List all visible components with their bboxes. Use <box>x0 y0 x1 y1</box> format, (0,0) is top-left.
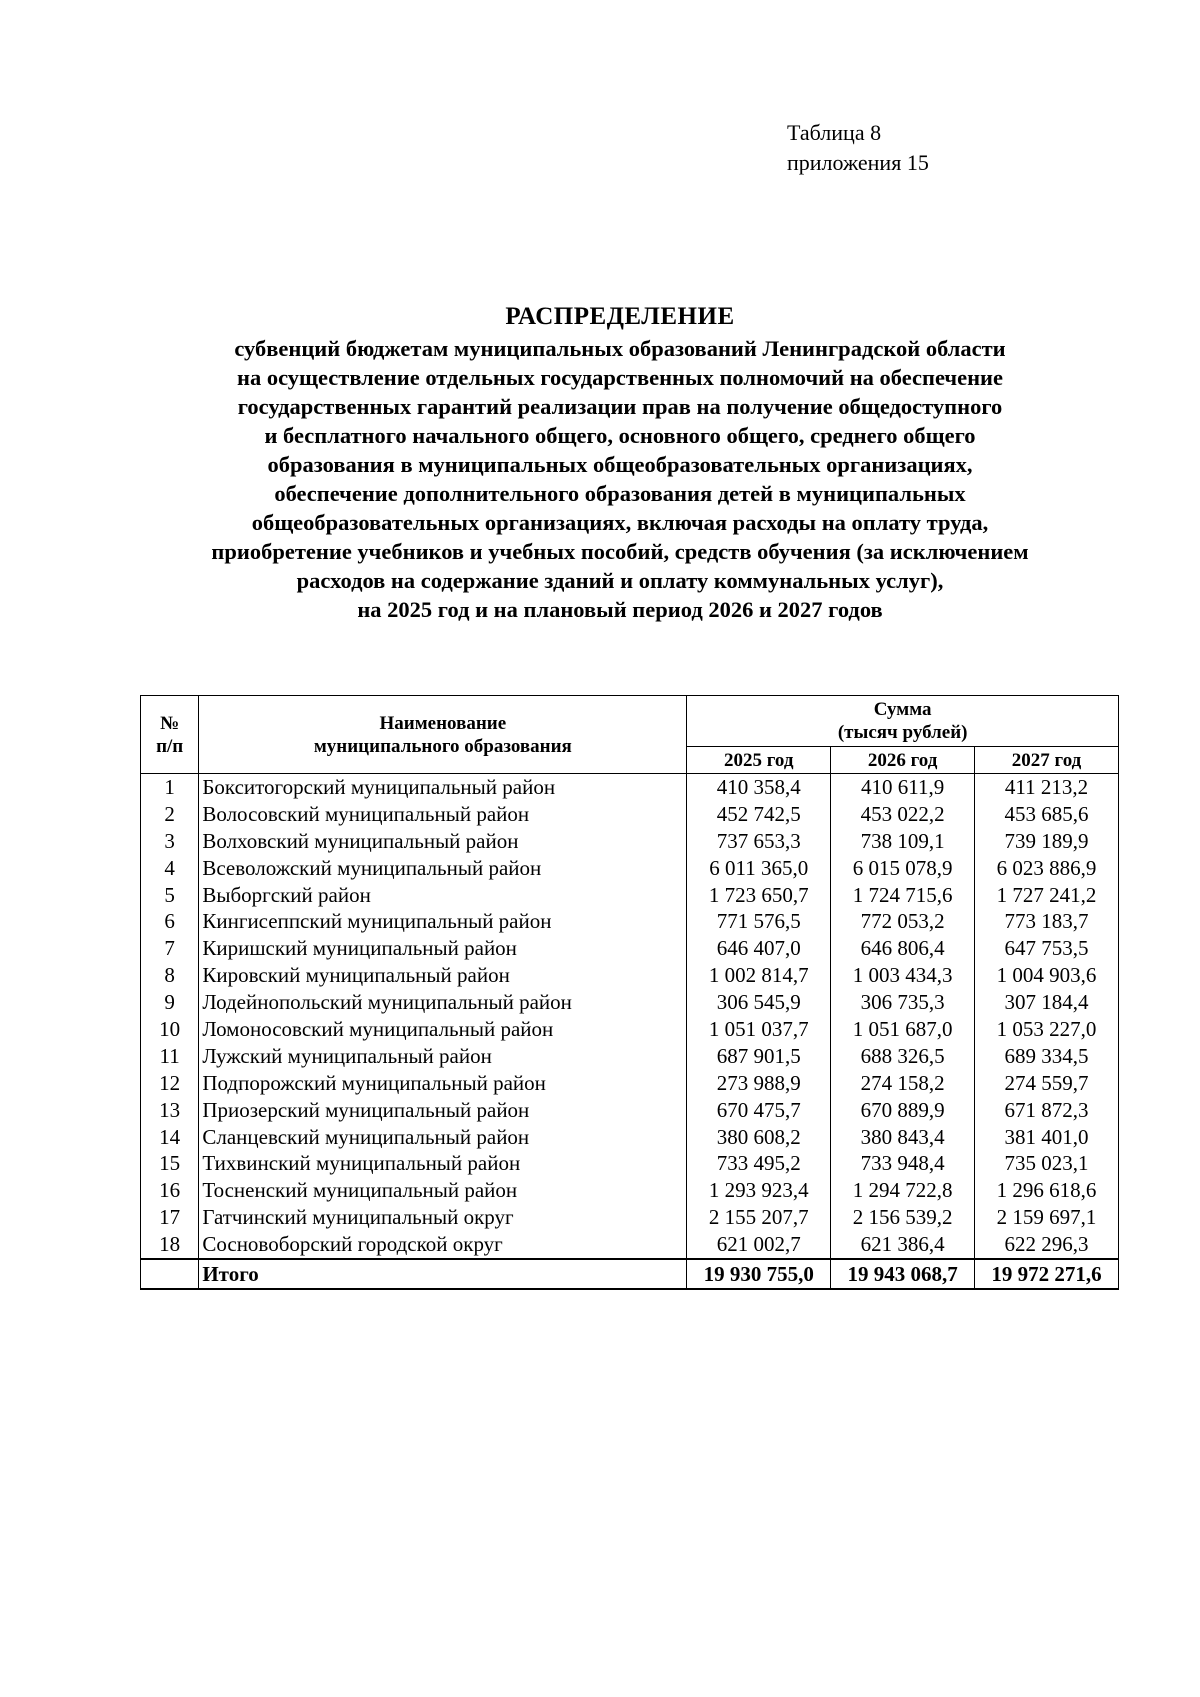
row-municipality-name: Лодейнопольский муниципальный район <box>199 989 687 1016</box>
row-amount-2025: 1 723 650,7 <box>687 882 831 909</box>
table-row <box>141 1231 1119 1259</box>
row-amount-2026: 1 724 715,6 <box>831 882 975 909</box>
row-municipality-name: Сланцевский муниципальный район <box>199 1124 687 1151</box>
row-number: 4 <box>141 855 199 882</box>
row-amount-2026: 410 611,9 <box>831 774 975 801</box>
row-number: 13 <box>141 1097 199 1124</box>
table-row <box>141 1070 1119 1097</box>
row-amount-2026: 688 326,5 <box>831 1043 975 1070</box>
total-row <box>141 1259 1119 1289</box>
table-header <box>141 696 1119 774</box>
row-amount-2027: 735 023,1 <box>975 1150 1119 1177</box>
row-amount-2026: 772 053,2 <box>831 908 975 935</box>
row-amount-2025: 1 293 923,4 <box>687 1177 831 1204</box>
row-amount-2025: 687 901,5 <box>687 1043 831 1070</box>
table-row <box>141 855 1119 882</box>
row-amount-2027: 689 334,5 <box>975 1043 1119 1070</box>
row-amount-2025: 621 002,7 <box>687 1231 831 1259</box>
table-row <box>141 882 1119 909</box>
table-row <box>141 774 1119 801</box>
document-title <box>120 300 1120 624</box>
header-name-line2: муниципального образования <box>313 735 572 757</box>
row-amount-2025: 452 742,5 <box>687 801 831 828</box>
table-number: Таблица 8 <box>787 120 882 145</box>
row-municipality-name: Сосновоборский городской округ <box>199 1231 687 1259</box>
row-amount-2025: 737 653,3 <box>687 828 831 855</box>
row-number: 7 <box>141 935 199 962</box>
total-label: Итого <box>199 1259 687 1289</box>
row-amount-2025: 410 358,4 <box>687 774 831 801</box>
row-number: 8 <box>141 962 199 989</box>
table-row <box>141 908 1119 935</box>
row-municipality-name: Киришский муниципальный район <box>199 935 687 962</box>
row-number: 10 <box>141 1016 199 1043</box>
row-amount-2026: 274 158,2 <box>831 1070 975 1097</box>
row-amount-2026: 733 948,4 <box>831 1150 975 1177</box>
total-number <box>141 1259 199 1289</box>
table-row <box>141 1043 1119 1070</box>
row-amount-2026: 380 843,4 <box>831 1124 975 1151</box>
row-number: 1 <box>141 774 199 801</box>
row-amount-2025: 771 576,5 <box>687 908 831 935</box>
title-line: на 2025 год и на плановый период 2026 и 2027 годов <box>357 597 883 622</box>
row-amount-2027: 6 023 886,9 <box>975 855 1119 882</box>
row-amount-2027: 2 159 697,1 <box>975 1204 1119 1231</box>
title-line: общеобразовательных организациях, включая расходы на оплату труда, <box>251 510 989 535</box>
row-municipality-name: Кировский муниципальный район <box>199 962 687 989</box>
row-amount-2027: 622 296,3 <box>975 1231 1119 1259</box>
row-amount-2025: 1 002 814,7 <box>687 962 831 989</box>
row-number: 18 <box>141 1231 199 1259</box>
header-num-line2: п/п <box>156 735 184 757</box>
row-municipality-name: Тосненский муниципальный район <box>199 1177 687 1204</box>
table-row <box>141 1097 1119 1124</box>
table-row <box>141 1124 1119 1151</box>
title-line: образования в муниципальных общеобразовательных организациях, <box>267 452 973 477</box>
title-line: на осуществление отдельных государственных полномочий на обеспечение <box>237 365 1003 390</box>
title-line: субвенций бюджетам муниципальных образований Ленинградской области <box>234 336 1006 361</box>
row-amount-2026: 738 109,1 <box>831 828 975 855</box>
row-amount-2027: 1 004 903,6 <box>975 962 1119 989</box>
table-row <box>141 1150 1119 1177</box>
row-amount-2026: 621 386,4 <box>831 1231 975 1259</box>
row-amount-2026: 1 003 434,3 <box>831 962 975 989</box>
row-municipality-name: Выборгский район <box>199 882 687 909</box>
row-amount-2027: 274 559,7 <box>975 1070 1119 1097</box>
header-year-2026: 2026 год <box>831 747 975 774</box>
title-line: расходов на содержание зданий и оплату коммунальных услуг), <box>296 568 944 593</box>
row-number: 3 <box>141 828 199 855</box>
row-municipality-name: Гатчинский муниципальный округ <box>199 1204 687 1231</box>
header-year-2027: 2027 год <box>975 747 1119 774</box>
table-row <box>141 828 1119 855</box>
row-amount-2026: 453 022,2 <box>831 801 975 828</box>
row-amount-2027: 671 872,3 <box>975 1097 1119 1124</box>
row-amount-2026: 670 889,9 <box>831 1097 975 1124</box>
row-amount-2026: 1 051 687,0 <box>831 1016 975 1043</box>
row-amount-2027: 453 685,6 <box>975 801 1119 828</box>
table-row <box>141 935 1119 962</box>
row-amount-2027: 773 183,7 <box>975 908 1119 935</box>
table-row <box>141 801 1119 828</box>
row-amount-2025: 2 155 207,7 <box>687 1204 831 1231</box>
table-row <box>141 1204 1119 1231</box>
row-municipality-name: Кингисеппский муниципальный район <box>199 908 687 935</box>
distribution-table <box>140 695 1119 1290</box>
row-number: 12 <box>141 1070 199 1097</box>
row-number: 11 <box>141 1043 199 1070</box>
table-row <box>141 962 1119 989</box>
row-number: 5 <box>141 882 199 909</box>
row-municipality-name: Волховский муниципальный район <box>199 828 687 855</box>
header-name-line1: Наименование <box>379 712 507 734</box>
table-body <box>141 774 1119 1290</box>
row-municipality-name: Всеволожский муниципальный район <box>199 855 687 882</box>
title-line: приобретение учебников и учебных пособий, средств обучения (за исключением <box>211 539 1029 564</box>
row-amount-2025: 6 011 365,0 <box>687 855 831 882</box>
row-amount-2026: 306 735,3 <box>831 989 975 1016</box>
header-num <box>141 696 199 774</box>
title-line: государственных гарантий реализации прав на получение общедоступного <box>237 394 1003 419</box>
row-number: 2 <box>141 801 199 828</box>
row-amount-2025: 1 051 037,7 <box>687 1016 831 1043</box>
row-amount-2026: 646 806,4 <box>831 935 975 962</box>
row-municipality-name: Волосовский муниципальный район <box>199 801 687 828</box>
row-amount-2026: 1 294 722,8 <box>831 1177 975 1204</box>
table-row <box>141 1177 1119 1204</box>
header-sum <box>687 696 1119 747</box>
row-number: 6 <box>141 908 199 935</box>
row-amount-2026: 6 015 078,9 <box>831 855 975 882</box>
row-number: 14 <box>141 1124 199 1151</box>
row-amount-2027: 1 053 227,0 <box>975 1016 1119 1043</box>
table-row <box>141 1016 1119 1043</box>
total-amount-2027: 19 972 271,6 <box>975 1259 1119 1289</box>
row-amount-2025: 733 495,2 <box>687 1150 831 1177</box>
row-amount-2025: 273 988,9 <box>687 1070 831 1097</box>
header-num-line1: № <box>160 712 180 734</box>
row-amount-2025: 380 608,2 <box>687 1124 831 1151</box>
row-amount-2027: 411 213,2 <box>975 774 1119 801</box>
row-municipality-name: Лужский муниципальный район <box>199 1043 687 1070</box>
row-number: 15 <box>141 1150 199 1177</box>
title-heading: РАСПРЕДЕЛЕНИЕ <box>505 303 735 330</box>
table-reference <box>787 118 929 178</box>
row-amount-2026: 2 156 539,2 <box>831 1204 975 1231</box>
row-amount-2027: 381 401,0 <box>975 1124 1119 1151</box>
row-municipality-name: Бокситогорский муниципальный район <box>199 774 687 801</box>
row-amount-2025: 646 407,0 <box>687 935 831 962</box>
row-number: 17 <box>141 1204 199 1231</box>
row-municipality-name: Приозерский муниципальный район <box>199 1097 687 1124</box>
header-year-2025: 2025 год <box>687 747 831 774</box>
header-name <box>199 696 687 774</box>
header-sum-line2: (тысяч рублей) <box>837 722 968 743</box>
row-municipality-name: Тихвинский муниципальный район <box>199 1150 687 1177</box>
title-line: обеспечение дополнительного образования детей в муниципальных <box>274 481 966 506</box>
row-municipality-name: Ломоносовский муниципальный район <box>199 1016 687 1043</box>
row-amount-2025: 306 545,9 <box>687 989 831 1016</box>
row-amount-2027: 647 753,5 <box>975 935 1119 962</box>
total-amount-2026: 19 943 068,7 <box>831 1259 975 1289</box>
header-sum-line1: Сумма <box>873 699 932 720</box>
row-municipality-name: Подпорожский муниципальный район <box>199 1070 687 1097</box>
total-amount-2025: 19 930 755,0 <box>687 1259 831 1289</box>
row-number: 16 <box>141 1177 199 1204</box>
row-amount-2027: 1 727 241,2 <box>975 882 1119 909</box>
table-row <box>141 989 1119 1016</box>
title-line: и бесплатного начального общего, основного общего, среднего общего <box>264 423 976 448</box>
row-amount-2027: 1 296 618,6 <box>975 1177 1119 1204</box>
row-amount-2027: 739 189,9 <box>975 828 1119 855</box>
row-amount-2027: 307 184,4 <box>975 989 1119 1016</box>
row-amount-2025: 670 475,7 <box>687 1097 831 1124</box>
appendix-number: приложения 15 <box>787 150 929 175</box>
row-number: 9 <box>141 989 199 1016</box>
